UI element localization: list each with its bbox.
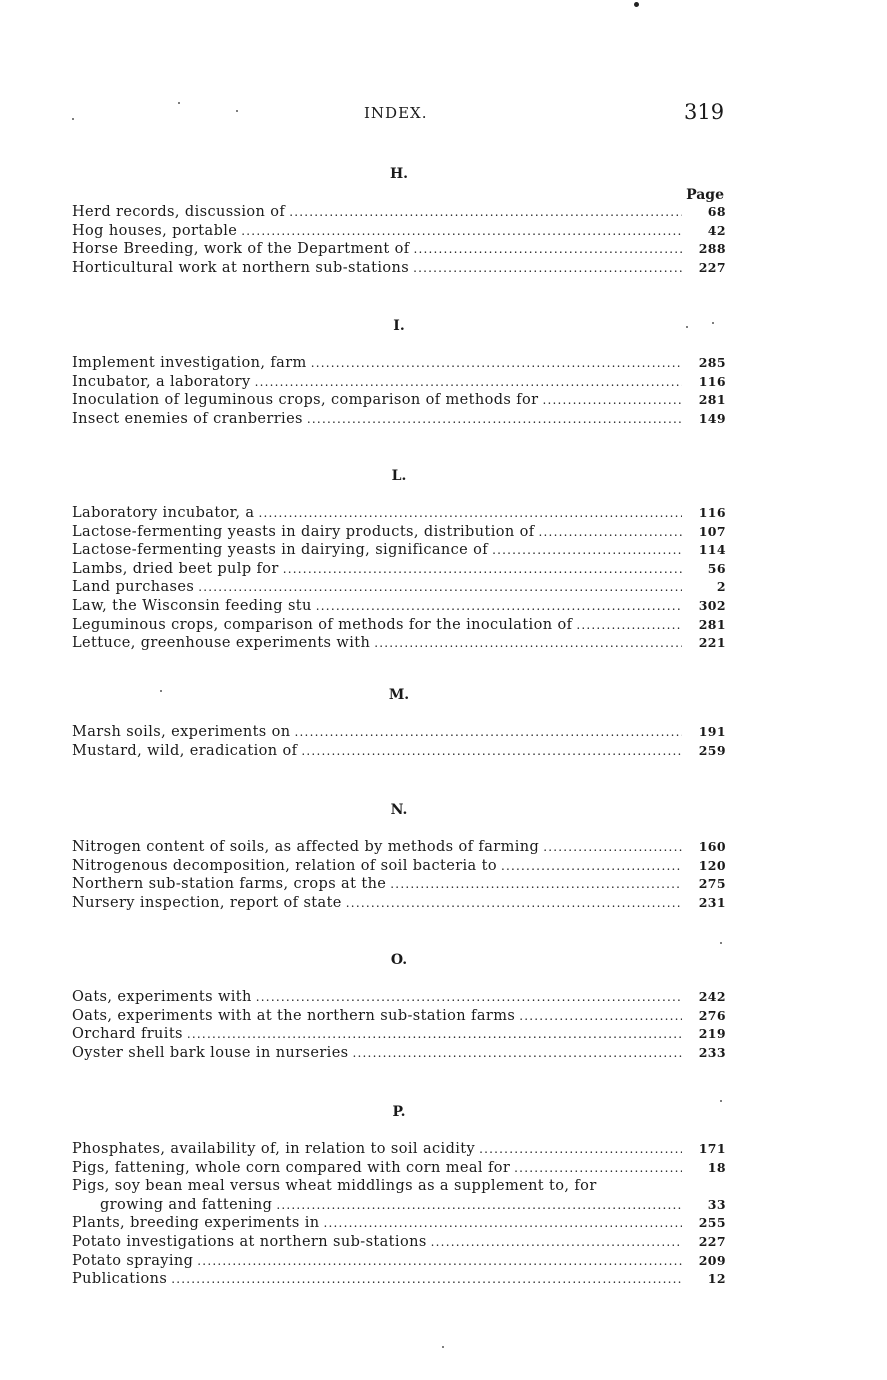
section-h — [72, 164, 726, 277]
dot-leader — [390, 875, 682, 894]
entry-list — [72, 838, 726, 912]
dot-leader — [289, 203, 682, 222]
entry-list — [72, 1140, 726, 1289]
entry-title: Plants, breeding experiments in — [72, 1215, 320, 1232]
entry-title: Mustard, wild, eradication of — [72, 742, 298, 759]
section-letter: P. — [392, 1104, 406, 1120]
entry-title: Hog houses, portable — [72, 222, 238, 239]
entry-title: Implement investigation, farm — [72, 355, 307, 371]
scan-speck — [236, 110, 238, 112]
dot-leader — [283, 560, 682, 579]
running-title: INDEX. — [364, 104, 428, 122]
dot-leader — [258, 504, 682, 523]
entry-page: 242 — [698, 989, 726, 1004]
index-entry — [72, 1214, 726, 1233]
section-letter: H. — [389, 166, 409, 182]
index-entry — [72, 634, 726, 653]
entry-page: 281 — [698, 392, 726, 408]
index-entry — [72, 1025, 726, 1044]
index-entry — [72, 838, 726, 857]
index-entry — [72, 504, 726, 523]
entry-page: 227 — [698, 1233, 726, 1249]
entry-page: 275 — [698, 876, 726, 892]
dot-leader — [576, 616, 682, 635]
entry-page: 219 — [698, 1026, 726, 1042]
entry-page: 2 — [716, 579, 726, 595]
entry-page: 221 — [698, 635, 726, 651]
section-n — [72, 800, 726, 912]
scan-speck — [634, 2, 639, 7]
index-entry — [72, 857, 726, 876]
section-letter: O. — [390, 952, 408, 968]
index-entry — [72, 1233, 726, 1252]
entry-title: Oyster shell bark louse in nurseries — [72, 1044, 349, 1061]
entry-page: 116 — [698, 505, 726, 520]
index-entry — [72, 1177, 726, 1214]
entry-continuation: growing and fattening — [100, 1196, 273, 1213]
index-entry — [72, 1044, 726, 1063]
index-entry — [72, 988, 726, 1007]
entry-title: Orchard fruits — [72, 1026, 183, 1043]
entry-continuation-line — [72, 1196, 726, 1215]
index-entry — [72, 1007, 726, 1026]
index-entry — [72, 240, 726, 259]
section-letter: I. — [393, 318, 405, 334]
dot-leader — [256, 988, 682, 1007]
entry-page: 285 — [698, 355, 726, 370]
entry-title: Horticultural work at northern sub-stations — [72, 259, 410, 276]
index-entry — [72, 560, 726, 579]
entry-title: Marsh soils, experiments on — [72, 724, 291, 740]
index-entry — [72, 875, 726, 894]
entry-page: 288 — [698, 241, 726, 257]
scan-speck — [160, 690, 162, 692]
dot-leader — [413, 259, 682, 278]
entry-page: 233 — [698, 1044, 726, 1060]
entry-title: Lactose-fermenting yeasts in dairy products, distribution of — [72, 523, 535, 540]
index-entry — [72, 523, 726, 542]
entry-title: Nursery inspection, report of state — [72, 894, 342, 911]
index-entry — [72, 222, 726, 241]
running-head — [0, 100, 887, 126]
entry-title: Herd records, discussion of — [72, 204, 286, 220]
dot-leader — [479, 1140, 682, 1159]
scan-speck — [720, 942, 722, 944]
index-entry — [72, 541, 726, 560]
dot-leader — [543, 391, 683, 410]
dot-leader — [543, 838, 682, 857]
index-entry — [72, 259, 726, 278]
entry-title: Pigs, fattening, whole corn compared with corn meal for — [72, 1159, 511, 1176]
entry-list — [72, 203, 726, 277]
entry-page: 191 — [698, 724, 726, 739]
entry-page: 255 — [698, 1215, 726, 1231]
entry-title: Insect enemies of cranberries — [72, 410, 303, 427]
entry-page: 107 — [698, 523, 726, 539]
section-letter: L. — [391, 468, 407, 484]
entry-title: Laboratory incubator, a — [72, 505, 255, 521]
dot-leader — [311, 354, 682, 373]
entry-page: 120 — [698, 857, 726, 873]
entry-title: Nitrogen content of soils, as affected by methods of farming — [72, 839, 540, 855]
dot-leader — [276, 1196, 682, 1215]
dot-leader — [255, 373, 682, 392]
entry-title: Lettuce, greenhouse experiments with — [72, 635, 371, 652]
entry-title: Law, the Wisconsin feeding stu — [72, 597, 312, 614]
scan-speck — [178, 102, 180, 104]
entry-page: 281 — [698, 616, 726, 632]
index-entry — [72, 203, 726, 222]
entry-page: 160 — [698, 839, 726, 854]
entry-title: Publications — [72, 1271, 168, 1288]
dot-leader — [241, 222, 682, 241]
entry-title: Horse Breeding, work of the Department of — [72, 241, 410, 258]
dot-leader — [307, 410, 682, 429]
entry-list — [72, 988, 726, 1062]
dot-leader — [301, 742, 682, 761]
index-entry — [72, 1270, 726, 1289]
dot-leader — [295, 723, 682, 742]
index-entry — [72, 894, 726, 913]
index-entry — [72, 597, 726, 616]
dot-leader — [346, 894, 682, 913]
entry-list — [72, 504, 726, 653]
entry-title: Phosphates, availability of, in relation to soil acidity — [72, 1141, 476, 1157]
entry-page: 171 — [698, 1141, 726, 1156]
entry-page: 149 — [698, 410, 726, 426]
index-entry — [72, 410, 726, 429]
dot-leader — [171, 1270, 682, 1289]
index-entry — [72, 742, 726, 761]
entry-title: Potato spraying — [72, 1252, 194, 1269]
scan-speck — [442, 1346, 444, 1348]
entry-title: Lambs, dried beet pulp for — [72, 560, 279, 577]
dot-leader — [198, 578, 682, 597]
entry-title: Incubator, a laboratory — [72, 373, 251, 390]
entry-title: Lactose-fermenting yeasts in dairying, significance of — [72, 542, 489, 559]
page-number: 319 — [684, 100, 725, 124]
index-entry — [72, 1140, 726, 1159]
index-entry — [72, 1159, 726, 1178]
dot-leader — [539, 523, 682, 542]
entry-title: Land purchases — [72, 579, 195, 596]
entry-page: 231 — [698, 894, 726, 910]
entry-page: 116 — [698, 373, 726, 389]
index-entry — [72, 1252, 726, 1271]
entry-title: Oats, experiments with at the northern sub-station farms — [72, 1007, 516, 1024]
entry-page: 33 — [707, 1196, 726, 1212]
index-entry — [72, 373, 726, 392]
scan-speck — [72, 118, 74, 120]
section-letter: M. — [388, 687, 410, 703]
dot-leader — [353, 1044, 682, 1063]
entry-page: 56 — [707, 560, 726, 576]
entry-title: Nitrogenous decomposition, relation of soil bacteria to — [72, 857, 497, 874]
dot-leader — [501, 857, 682, 876]
section-l — [72, 466, 726, 653]
entry-title: Pigs, soy bean meal versus wheat middlings as a supplement to, for — [72, 1178, 597, 1195]
entry-page: 259 — [698, 742, 726, 758]
entry-page: 18 — [707, 1159, 726, 1175]
entry-title: Potato investigations at northern sub-stations — [72, 1233, 427, 1250]
section-p — [72, 1102, 726, 1289]
entry-list — [72, 723, 726, 760]
entry-list — [72, 354, 726, 428]
entry-page: 114 — [698, 542, 726, 558]
entry-page: 276 — [698, 1007, 726, 1023]
page-column-label: Page — [686, 187, 724, 203]
entry-page: 302 — [698, 597, 726, 613]
dot-leader — [431, 1233, 682, 1252]
index-entry — [72, 616, 726, 635]
dot-leader — [316, 597, 682, 616]
entry-title: Leguminous crops, comparison of methods for the inoculation of — [72, 616, 573, 633]
section-o — [72, 950, 726, 1062]
entry-title: Northern sub-station farms, crops at the — [72, 876, 387, 893]
dot-leader — [413, 240, 682, 259]
dot-leader — [197, 1252, 682, 1271]
scan-speck — [686, 326, 688, 328]
entry-page: 227 — [698, 259, 726, 275]
index-entry — [72, 354, 726, 373]
entry-title: Inoculation of leguminous crops, comparison of methods for — [72, 392, 539, 409]
dot-leader — [514, 1159, 682, 1178]
scan-speck — [720, 1100, 722, 1102]
dot-leader — [324, 1214, 682, 1233]
entry-title: Oats, experiments with — [72, 989, 252, 1005]
entry-page: 209 — [698, 1252, 726, 1268]
scan-speck — [712, 322, 714, 324]
dot-leader — [374, 634, 682, 653]
dot-leader — [492, 541, 682, 560]
index-entry — [72, 391, 726, 410]
entry-page: 12 — [707, 1271, 726, 1287]
dot-leader — [519, 1007, 682, 1026]
section-m — [72, 685, 726, 760]
dot-leader — [187, 1025, 682, 1044]
entry-page: 42 — [707, 222, 726, 238]
index-entry — [72, 723, 726, 742]
section-i — [72, 316, 726, 428]
section-letter: N. — [390, 802, 408, 818]
index-entry — [72, 578, 726, 597]
entry-page: 68 — [707, 204, 726, 219]
